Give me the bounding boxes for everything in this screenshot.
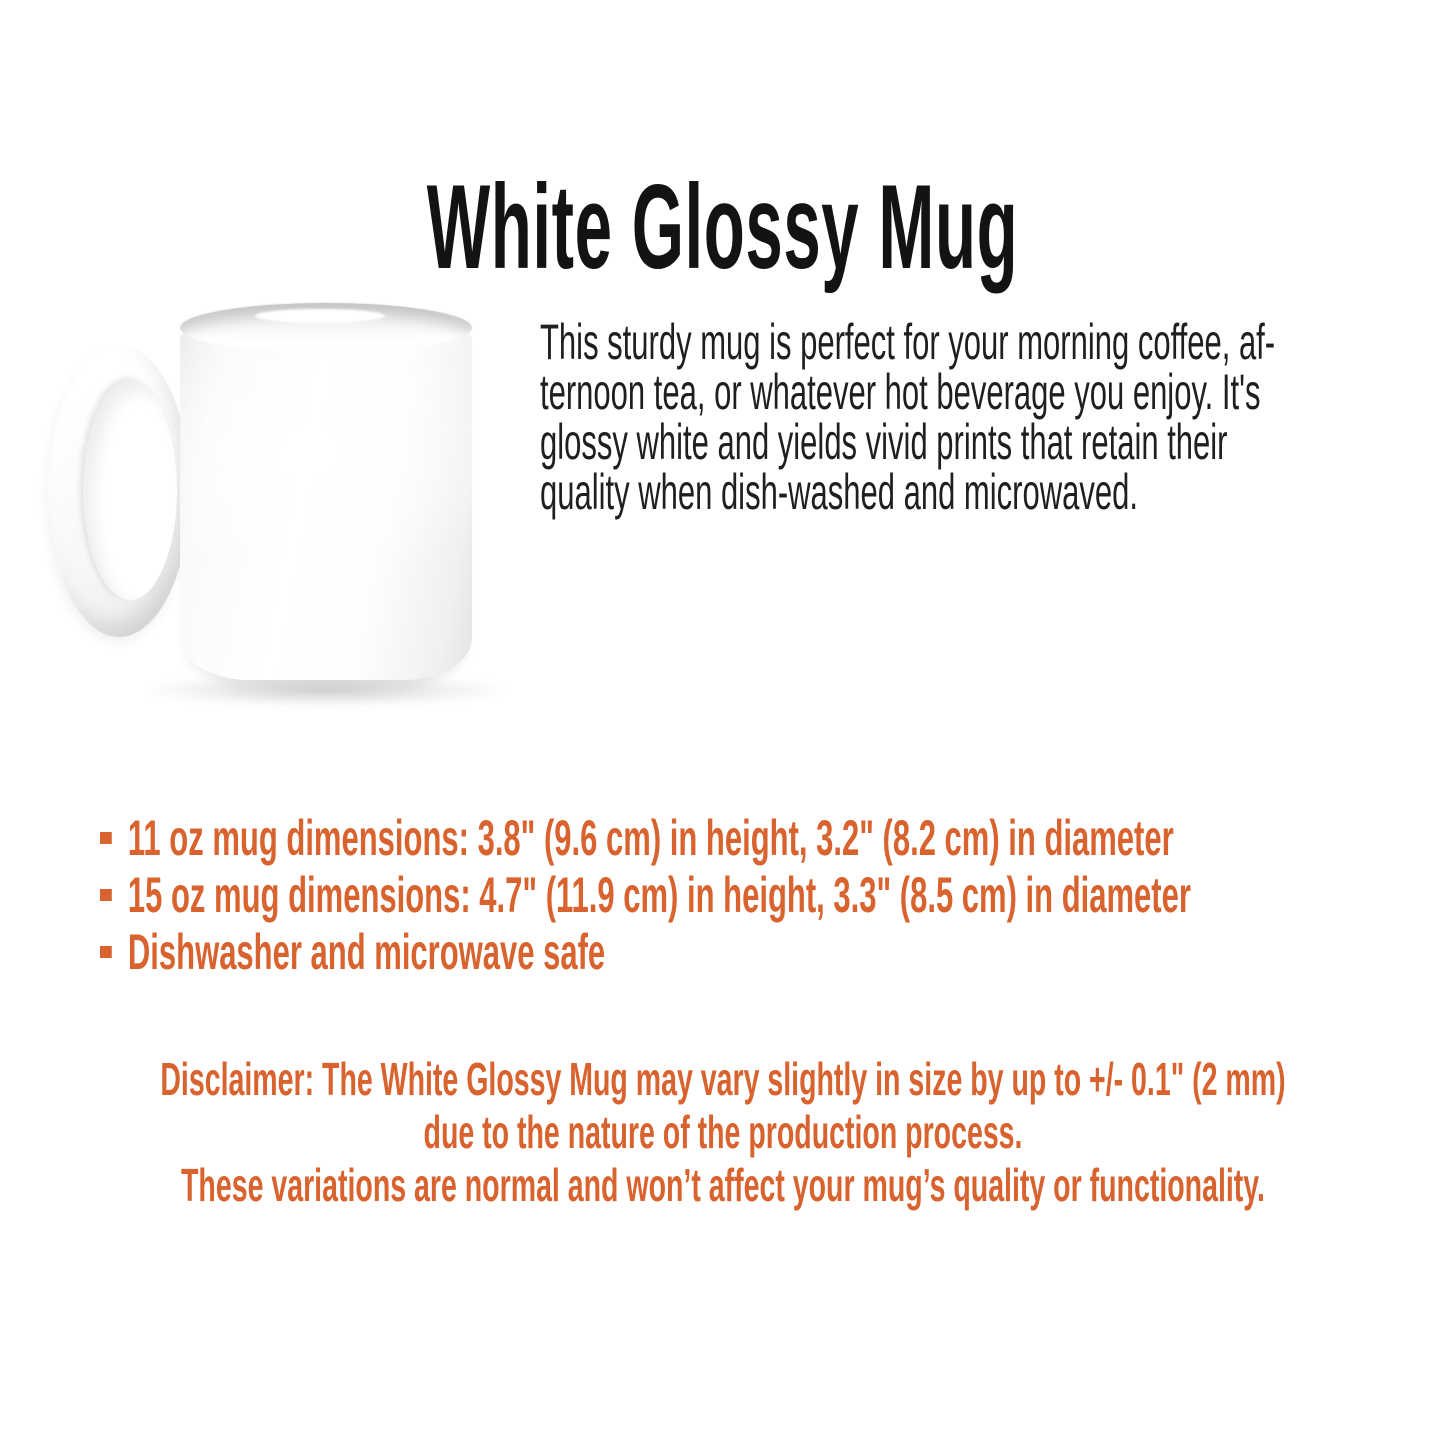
product-description: [540, 314, 1365, 520]
spec-item-label: 11 oz mug dimensions: 3.8" (9.6 cm) in height, 3.2" (8.2 cm) in diameter: [127, 810, 1174, 866]
mug-handle-hole: [83, 380, 177, 600]
bullet-square-icon: [100, 832, 112, 844]
spec-item-11oz: [100, 810, 1309, 867]
spec-item-label: Dishwasher and microwave safe: [127, 924, 606, 980]
disclaimer-text: [41, 1053, 1405, 1212]
mug-rim-highlight: [255, 309, 385, 323]
spec-item-15oz: [100, 867, 1309, 924]
disclaimer-line: These variations are normal and won’t affect your mug’s quality or functionality.: [180, 1159, 1265, 1211]
mug-body-shape: [180, 313, 472, 680]
disclaimer-line: Disclaimer: The White Glossy Mug may vary slightly in size by up to +/- 0.1" (2 mm): [159, 1053, 1286, 1105]
spec-list: [100, 810, 1309, 981]
bullet-square-icon: [100, 946, 112, 958]
description-line: This sturdy mug is perfect for your morning coffee, af-: [540, 314, 1276, 370]
disclaimer-line: due to the nature of the production process.: [423, 1106, 1022, 1158]
description-line: quality when dish-washed and microwaved.: [540, 464, 1138, 520]
description-line: glossy white and yields vivid prints that retain their: [540, 414, 1228, 470]
description-line: ternoon tea, or whatever hot beverage you enjoy. It's: [540, 364, 1261, 420]
page-title: White Glossy Mug: [426, 160, 1019, 295]
spec-item-dishwasher-safe: [100, 924, 1309, 981]
bullet-square-icon: [100, 889, 112, 901]
product-photo-white-glossy-mug: [45, 295, 505, 715]
spec-item-label: 15 oz mug dimensions: 4.7" (11.9 cm) in height, 3.3" (8.5 cm) in diameter: [127, 867, 1191, 923]
